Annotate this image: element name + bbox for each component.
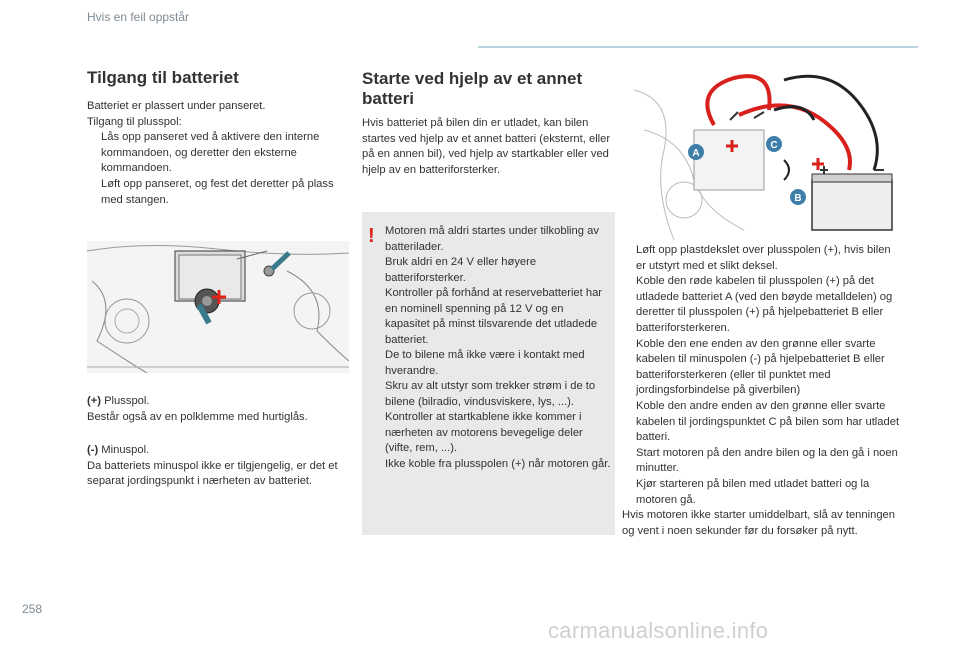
jump-start-diagram [634,70,910,240]
label-a: A [692,148,700,159]
bullet-icon [622,477,636,508]
closing-text: Hvis motoren ikke starter umiddelbart, slå av tenningen og vent i noen sekunder før du forsøker på nytt. [622,509,895,537]
list-item: Koble den andre enden av den grønne eller svarte kabelen til jordingspunktet C på bilen som har utladet batteri. [622,399,900,446]
warning-icon: ! [368,225,375,247]
list-item: Lås opp panseret ved å aktivere den interne kommandoen, og deretter den eksterne kommandoen. [87,130,347,177]
watermark: carmanualsonline.info [548,618,769,643]
bullet-icon [622,274,636,336]
list-item: Koble den røde kabelen til plusspolen (+) på det utladede batteriet A (ved den bøyde metalldelen) og deretter til plusspolen (+) på hjelpebatteriet B eller batteriforsterkeren. [622,274,900,336]
left-intro [87,99,347,208]
list-item: Løft opp plastdekslet over plusspolen (+), hvis bilen er utstyrt med et slikt deksel. [622,243,900,274]
bullet-icon [622,446,636,477]
minus-term: (-) [87,444,99,456]
plus-term: (+) [87,395,101,407]
battery-photo [87,241,349,373]
list-item: Koble den ene enden av den grønne eller svarte kabelen til minuspolen (-) på hjelpebatteriet B eller batteriforsterkeren (eller til punktet med jordingsforbindelse på giverbilen) [622,337,900,399]
warning-text: Motoren må aldri startes under tilkobling av batterilader. Bruk aldri en 24 V eller høyere batteriforsterker. Kontroller på forhånd at reservebatteriet har en nominell spenning på 12 V og en kapasitet på minst tilsvarende det utladede batteriet. De to bilene må ikke være i kontakt med hverandre. Skru av alt utstyr som trekker strøm i de to bilene (bilradio, vindusviskere, lys, ...). Kontroller at startkablene ikke kommer i nærheten av motorens bevegelige deler (vifte, rem, ...). Ikke koble fra plusspolen (+) når motoren går. [385,225,611,470]
list-item: Start motoren på den andre bilen og la den gå i noen minutter. [622,446,900,477]
bullet-icon [622,399,636,446]
plus-terminal-text: (+) Plusspol. Består også av en polklemme med hurtiglås. [87,395,308,423]
bullet-icon [622,337,636,399]
label-c: C [770,140,778,151]
label-b: B [794,193,802,204]
list-item: Kjør starteren på bilen med utladet batteri og la motoren gå. [622,477,900,508]
middle-title: Starte ved hjelp av et annet batteri [362,69,583,108]
list-item: Løft opp panseret, og fest det deretter på plass med stangen. [87,177,347,208]
minus-terminal-text: (-) Minuspol. Da batteriets minuspol ikke er tilgjengelig, er det et separat jordingspunkt i nærheten av batteriet. [87,444,338,488]
intro-line: Batteriet er plassert under panseret. [87,100,266,112]
bullet-icon [87,177,101,208]
right-steps [622,243,900,539]
bullet-icon [622,243,636,274]
left-title: Tilgang til batteriet [87,68,239,87]
page-number: 258 [22,602,43,616]
section-header: Hvis en feil oppstår [87,10,190,24]
middle-intro: Hvis batteriet på bilen din er utladet, kan bilen startes ved hjelp av et annet batteri (eksternt, eller på en annen bil), ved hjelp av startkabler eller ved hjelp av en batteriforsterker. [362,117,611,176]
header-rule [478,46,918,48]
bullet-icon [87,130,101,177]
intro-line: Tilgang til plusspol: [87,115,182,128]
